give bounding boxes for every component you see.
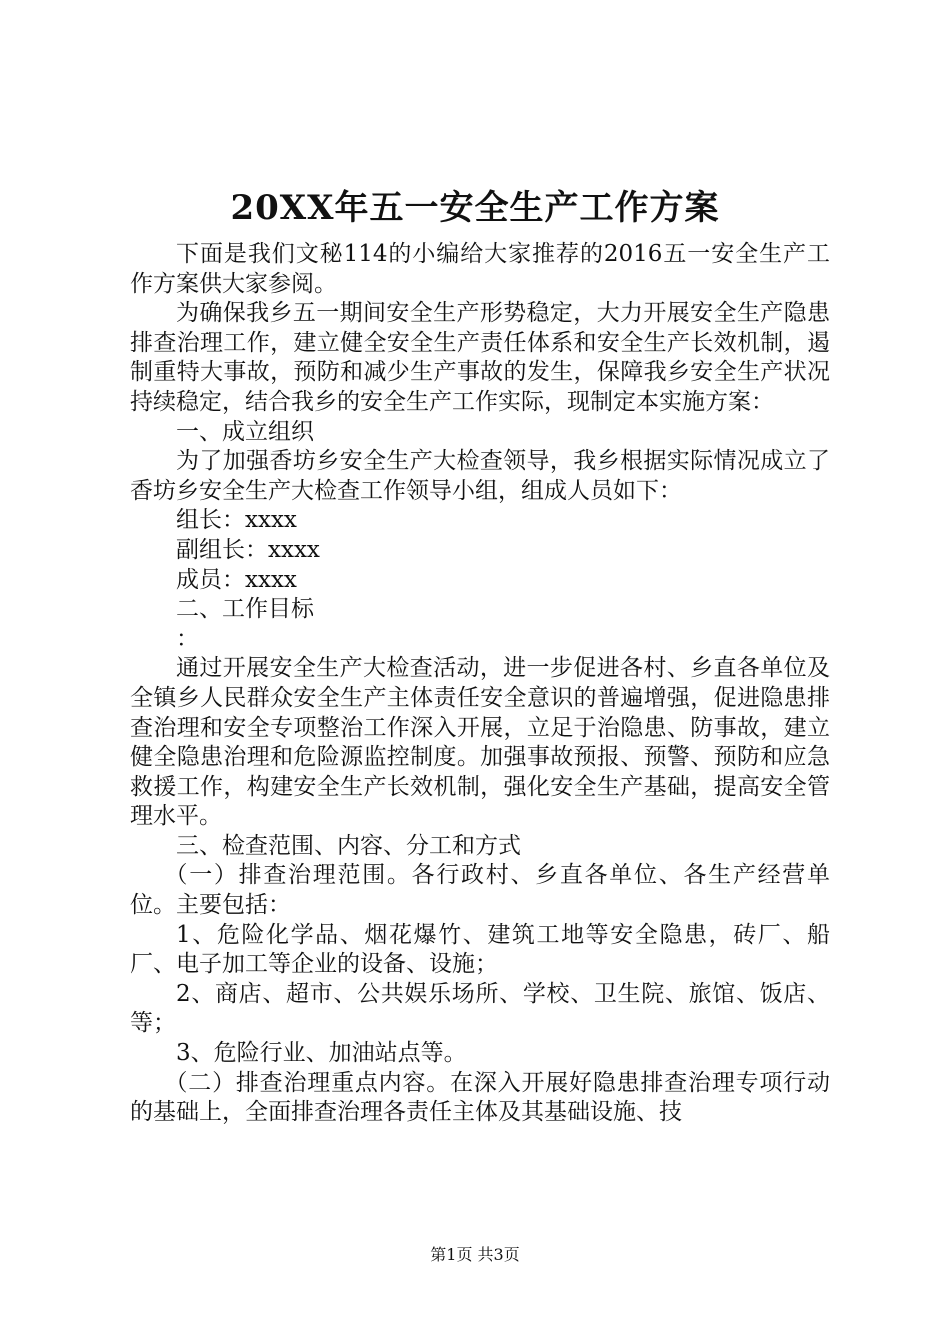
section-heading-organization: 一、成立组织 xyxy=(176,418,314,445)
section-heading-goals: 二、工作目标 xyxy=(176,596,314,623)
team-leader-line: 组长：xxxx xyxy=(176,507,297,534)
colon-line: ： xyxy=(176,625,199,652)
document-title: 20XX年五一安全生产工作方案 xyxy=(230,188,720,228)
paragraph-scope: （一）排查治理范围。各行政村、乡直各单位、各生产经营单位。主要包括： xyxy=(130,862,830,919)
deputy-leader-line: 副组长：xxxx xyxy=(176,536,320,563)
paragraph-goals: 通过开展安全生产大检查活动，进一步促进各村、乡直各单位及全镇乡人民群众安全生产主体责任安全意识的普遍增强，促进隐患排查治理和安全专项整治工作深入开展，立足于治隐患、防事故，建立健全隐患治理和危险源监控制度。加强事故预报、预警、预防和应急救援工作，构建安全生产长效机制，强化安全生产基础，提高安全管理水平。 xyxy=(130,655,830,830)
paragraph-organization: 为了加强香坊乡安全生产大检查领导，我乡根据实际情况成立了香坊乡安全生产大检查工作领导小组，组成人员如下： xyxy=(130,448,830,504)
paragraph-intro: 下面是我们文秘114的小编给大家推荐的2016五一安全生产工作方案供大家参阅。 xyxy=(130,241,830,297)
list-item-2: 2、商店、超市、公共娱乐场所、学校、卫生院、旅馆、饭店、等； xyxy=(130,980,830,1037)
list-item-3: 3、危险行业、加油站点等。 xyxy=(176,1040,467,1067)
section-heading-scope: 三、检查范围、内容、分工和方式 xyxy=(176,832,521,859)
members-line: 成员：xxxx xyxy=(176,566,297,593)
paragraph-key-content: （二）排查治理重点内容。在深入开展好隐患排查治理专项行动的基础上，全面排查治理各责任主体及其基础设施、技 xyxy=(130,1069,830,1126)
page-footer: 第1页 共3页 xyxy=(430,1245,520,1264)
paragraph-purpose: 为确保我乡五一期间安全生产形势稳定，大力开展安全生产隐患排查治理工作，建立健全安全生产责任体系和安全生产长效机制，遏制重特大事故，预防和减少生产事故的发生，保障我乡安全生产状况持续稳定，结合我乡的安全生产工作实际，现制定本实施方案： xyxy=(130,300,830,415)
document-body xyxy=(130,240,830,1128)
list-item-1: 1、危险化学品、烟花爆竹、建筑工地等安全隐患，砖厂、船厂、电子加工等企业的设备、设施； xyxy=(130,921,830,978)
